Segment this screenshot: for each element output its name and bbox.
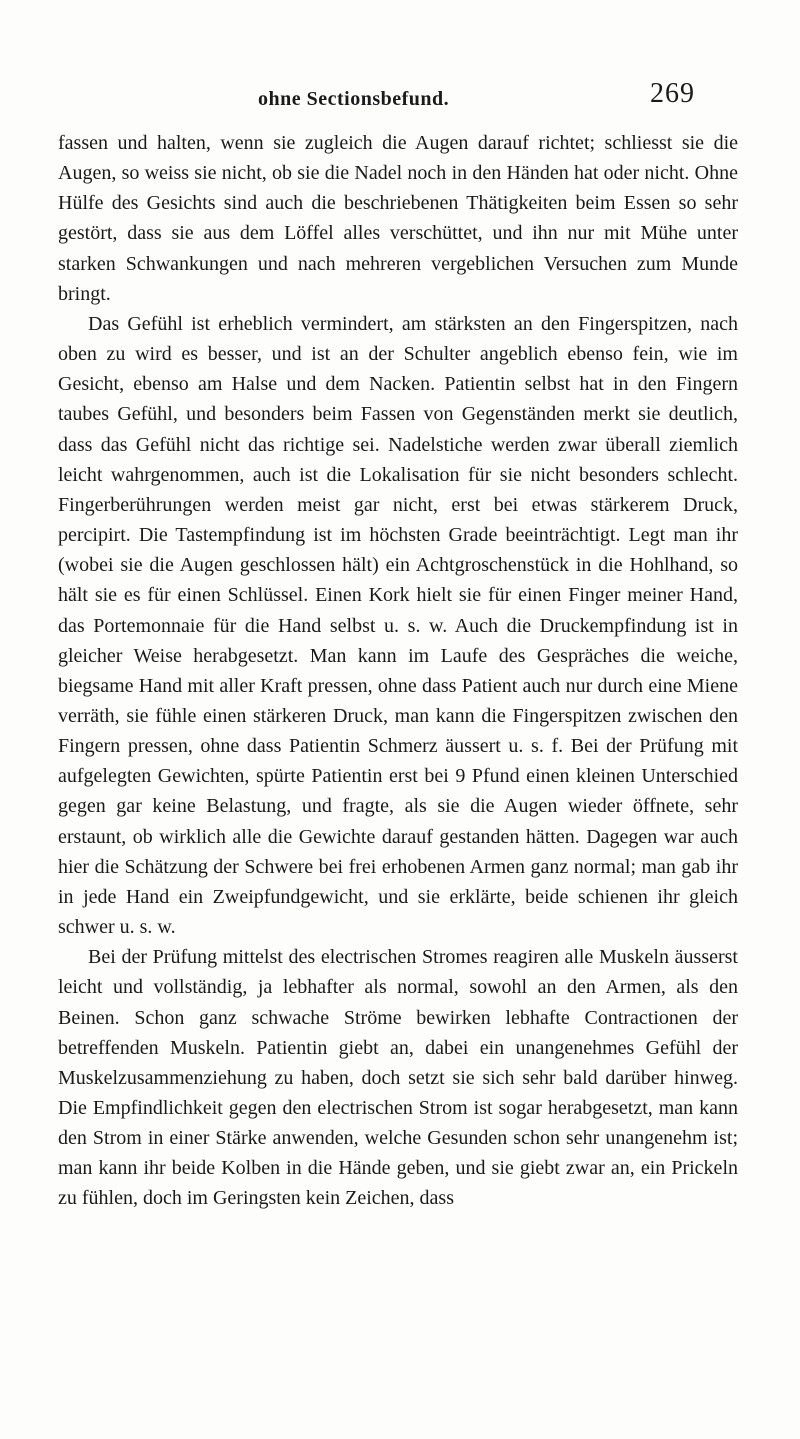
page-number: 269 [650, 78, 695, 109]
paragraph-sensation: Das Gefühl ist erheblich vermindert, am stärksten an den Fingerspitzen, nach oben zu wird es besser, und ist an der Schulter angeblich ebenso fein, wie im Gesicht, ebenso am Halse und dem Nacken. Patientin selbst hat in den Fingern taubes Gefühl, und besonders beim Fassen von Gegenständen merkt sie deutlich, dass das Gefühl nicht das richtige sei. Nadelstiche werden zwar überall ziemlich leicht wahrgenommen, auch ist die Lokalisation für sie nicht besonders schlecht. Fingerberührungen werden meist gar nicht, erst bei etwas stärkerem Druck, percipirt. Die Tastempfindung ist im höchsten Grade beeinträchtigt. Legt man ihr (wobei sie die Augen geschlossen hält) ein Achtgroschenstück in die Hohlhand, so hält sie es für einen Schlüssel. Einen Kork hielt sie für einen Finger meiner Hand, das Portemonnaie für die Hand selbst u. s. w. Auch die Druckempfindung ist in gleicher Weise herabgesetzt. Man kann im Laufe des Gespräches die weiche, biegsame Hand mit aller Kraft pressen, ohne dass Patient auch nur durch eine Miene verräth, sie fühle einen stärkeren Druck, man kann die Fingerspitzen zwischen den Fingern pressen, ohne dass Patientin Schmerz äussert u. s. f. Bei der Prüfung mit aufgelegten Gewichten, spürte Patientin erst bei 9 Pfund einen kleinen Unterschied gegen gar keine Belastung, und fragte, als sie die Augen wieder öffnete, sehr erstaunt, ob wirklich alle die Gewichte darauf gestanden hätten. Dagegen war auch hier die Schätzung der Schwere bei frei erhobenen Armen ganz normal; man gab ihr in jede Hand ein Zweipfundgewicht, und sie erklärte, beide schienen ihr gleich schwer u. s. w. [58, 312, 738, 939]
running-head [0, 78, 800, 118]
running-title: ohne Sectionsbefund. [258, 88, 450, 110]
paragraph-electrical-test: Bei der Prüfung mittelst des electrischen Stromes reagiren alle Muskeln äusserst leicht und vollständig, ja lebhafter als normal, sowohl an den Armen, als den Beinen. Schon ganz schwache Ströme bewirken lebhafte Contractionen der betreffenden Muskeln. Patientin giebt an, dabei ein unangenehmes Gefühl der Muskelzusammenziehung zu haben, doch setzt sie sich sehr bald darüber hinweg. Die Empfindlichkeit gegen den electrischen Strom ist sogar herabgesetzt, man kann den Strom in einer Stärke anwenden, welche Gesunden schon sehr unangenehm ist; man kann ihr beide Kolben in die Hände geben, und sie giebt zwar an, ein Prickeln zu fühlen, doch im Geringsten kein Zeichen, dass [58, 946, 738, 1210]
body-text [58, 128, 738, 1214]
paragraph-continuation: fassen und halten, wenn sie zugleich die Augen darauf richtet; schliesst sie die Augen, so weiss sie nicht, ob sie die Nadel noch in den Händen hat oder nicht. Ohne Hülfe des Gesichts sind auch die beschriebenen Thätigkeiten beim Essen so sehr gestört, dass sie aus dem Löffel alles verschüttet, und ihn nur mit Mühe unter starken Schwankungen und nach mehreren vergeblichen Versuchen zum Munde bringt. [58, 132, 738, 305]
